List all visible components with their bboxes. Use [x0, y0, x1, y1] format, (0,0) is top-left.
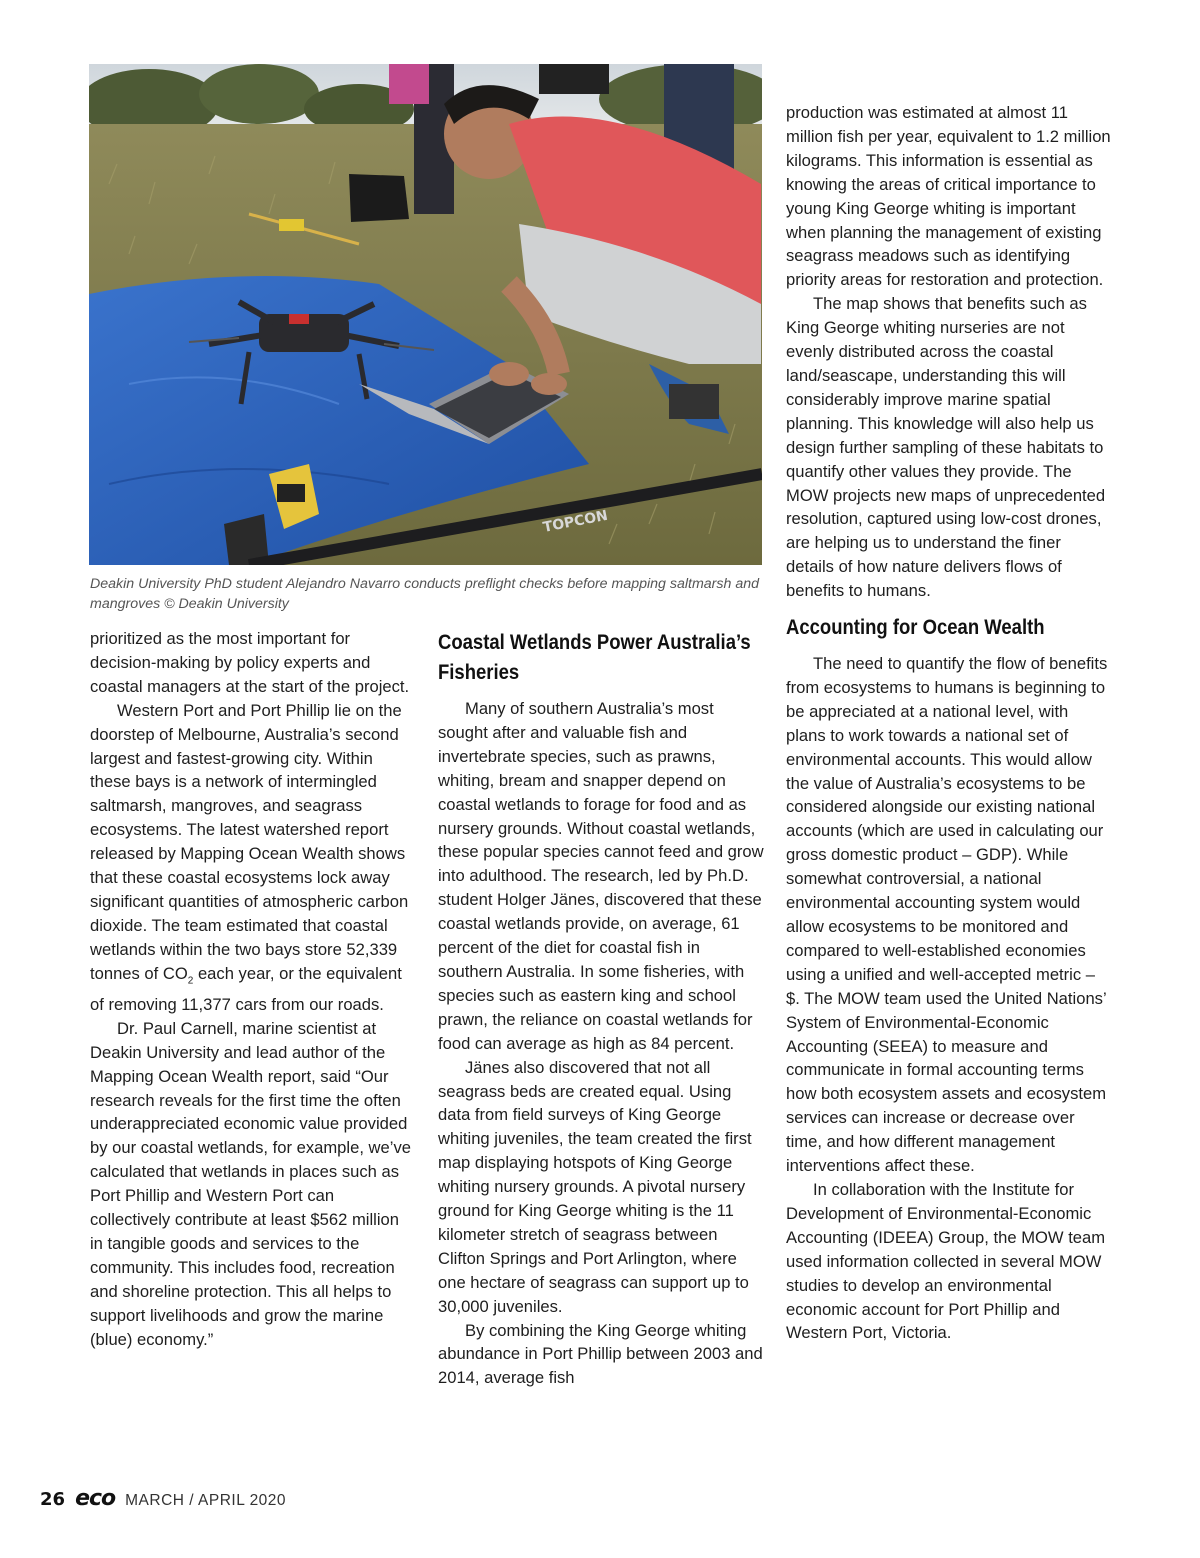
right-paragraph-1: production was estimated at almost 11 million fish per year, equivalent to 1.2 million kilograms. This information is essential as knowing the areas of critical importance to young King George whiting is important when planning the management of existing seagrass meadows such as identifying priority areas for restoration and protection.	[786, 103, 1111, 290]
middle-column	[438, 627, 764, 1390]
middle-paragraph-3: By combining the King George whiting abundance in Port Phillip between 2003 and 2014, average fish	[438, 1320, 763, 1388]
section-heading-fisheries: Coastal Wetlands Power Australia’s Fisheries	[438, 630, 751, 684]
middle-paragraph-1: Many of southern Australia’s most sought after and valuable fish and invertebrate species, such as prawns, whiting, bream and snapper depend on coastal wetlands to forage for food and as nursery grounds. Without coastal wetlands, these popular species cannot feed and grow into adulthood. The research, led by Ph.D. student Holger Jänes, discovered that these coastal wetlands provide, on average, 61 percent of the diet for coastal fish in southern Australia. In some fisheries, with species such as eastern king and school prawn, the reliance on coastal wetlands for food can average as high as 84 percent.	[438, 699, 764, 1053]
right-paragraph-4: In collaboration with the Institute for Development of Environmental-Economic Accounting (IDEEA) Group, the MOW team used information collected in several MOW studies to develop an environmental economic account for Port Phillip and Western Port, Victoria.	[786, 1179, 1106, 1343]
issue-date: MARCH / APRIL 2020	[125, 1492, 287, 1509]
left-paragraph-1: prioritized as the most important for decision-making by policy experts and coastal managers at the start of the project.	[90, 629, 410, 696]
page-footer	[40, 1486, 286, 1512]
drone-brand-label: TOPCON	[541, 507, 610, 536]
left-paragraph-2: Western Port and Port Phillip lie on the doorstep of Melbourne, Australia’s second largest and fastest-growing city. Within these bays is a network of intermingled saltmarsh, mangroves, and seagrass ecosystems. The latest watershed report released by Mapping Ocean Wealth shows that these coastal ecosystems lock away significant quantities of atmospheric carbon dioxide. The team estimated that coastal wetlands within the two bays store 52,339 tonnes of $CO_2$ each year, or the equivalent of removing 11,377 cars from our roads.	[90, 700, 409, 1014]
right-paragraph-3: The need to quantify the flow of benefits from ecosystems to humans is beginning to be appreciated at a national level, with plans to work towards a national set of environmental accounts. This would allow the value of Australia’s ecosystems to be considered alongside our existing national accounts (which are used in calculating our gross domestic product – GDP). While somewhat controversial, a national environmental accounting system would allow ecosystems to be monitored and compared to well-established economies using a unified and well-accepted metric – $. The MOW team used the United Nations’ System of Environmental-Economic Accounting (SEEA) to measure and communicate in formal accounting terms how both ecosystem assets and ecosystem services can increase or decrease over time, and how different management interventions affect these.	[786, 654, 1108, 1176]
section-heading-ocean-wealth: Accounting for Ocean Wealth	[786, 615, 1045, 640]
left-column	[90, 627, 416, 1352]
right-column	[786, 101, 1112, 1345]
left-paragraph-3: Dr. Paul Carnell, marine scientist at Deakin University and lead author of the Mapping Ocean Wealth report, said “Our research reveals for the first time the often underappreciated economic value provided by our coastal wetlands, for example, we’ve calculated that wetlands in places such as Port Phillip and Western Port can collectively contribute at least $562 million in tangible goods and services to the community. This includes food, recreation and shoreline protection. This all helps to support livelihoods and grow the marine (blue) economy.”	[90, 1018, 411, 1349]
magazine-logo: eco	[75, 1486, 116, 1511]
middle-paragraph-2: Jänes also discovered that not all seagrass beds are created equal. Using data from field surveys of King George whiting juveniles, the team created the first map displaying hotspots of King George whiting nursery grounds. A pivotal nursery ground for King George whiting is the 11 kilometer stretch of seagrass between Clifton Springs and Port Arlington, where one hectare of seagrass can support up to 30,000 juveniles.	[438, 1057, 752, 1316]
article-photo	[89, 64, 762, 565]
photo-caption: Deakin University PhD student Alejandro Navarro conducts preflight checks before mapping saltmarsh and mangroves © Deakin University	[90, 576, 759, 612]
right-paragraph-2: The map shows that benefits such as King George whiting nurseries are not evenly distributed across the coastal land/seascape, understanding this will considerably improve marine spatial planning. This knowledge will also help us design further sampling of these habitats to quantify other values they provide. The MOW projects new maps of unprecedented resolution, captured using low-cost drones, are helping us to understand the finer details of how nature delivers flows of benefits to humans.	[786, 294, 1106, 601]
page-number: 26	[40, 1489, 66, 1510]
co2-subscript: 2	[187, 975, 194, 986]
drone-field-photo-illustration	[89, 64, 762, 565]
